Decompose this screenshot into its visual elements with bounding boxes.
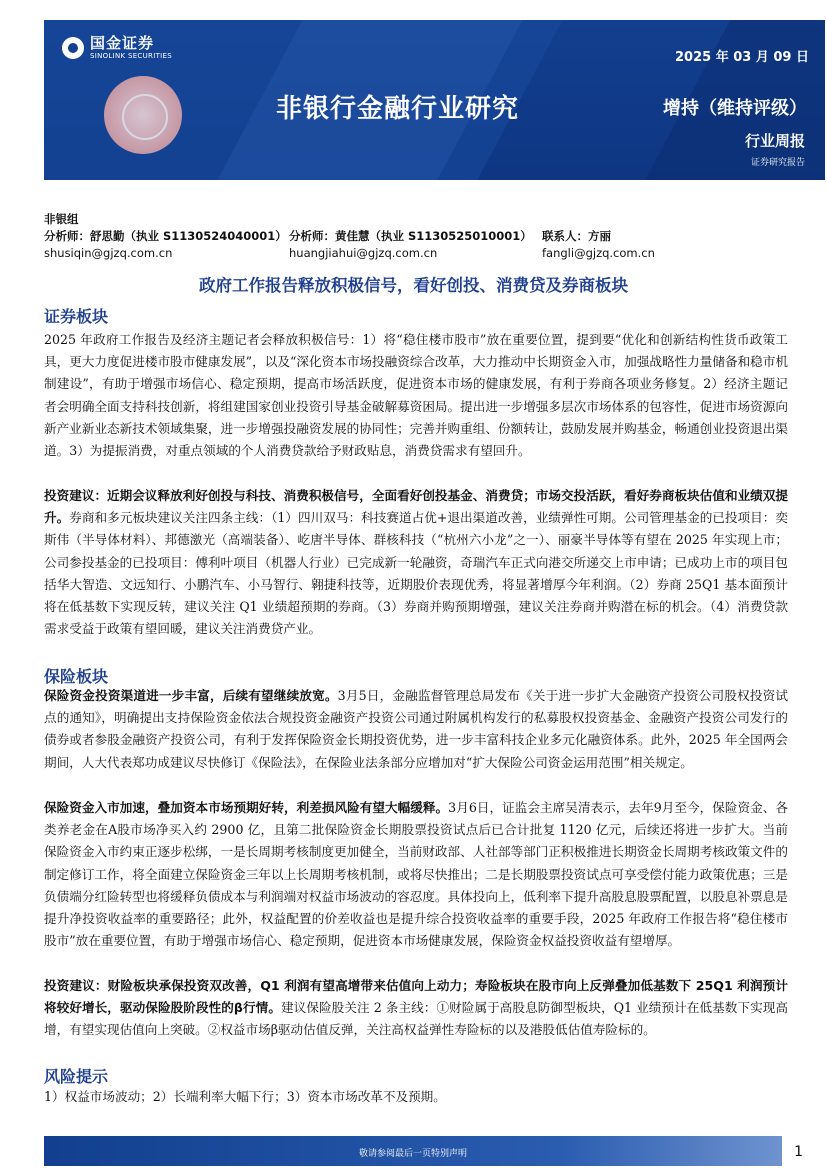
company-logo xyxy=(62,36,172,60)
headline: 政府工作报告释放积极信号，看好创投、消费贷及券商板块 xyxy=(199,276,628,295)
email-1[interactable]: shusiqin@gjzq.com.cn xyxy=(44,246,173,260)
email-2[interactable]: huangjiahui@gjzq.com.cn xyxy=(289,246,438,260)
insurance-p1-text: 3月5日，金融监督管理总局发布《关于进一步扩大金融资产投资公司股权投资试点的通知》，明确提出支持保险资金依法合规投资金融资产投资公司通过附属机构发行的私募股权投资基金、金融资产投资公司发行的债券或者参股金融资产投资公司，有利于发挥保险资金长期投资优势，进一步丰富科技企业多元化融资体系。此外，2025 年全国两会期间，人大代表郑功成建议尽快修订《保险法》，在保险业法条部分应增加对“扩大保险公司资金运用范围”相关规定。 xyxy=(44,688,788,770)
broker-advice-text: 券商和多元板块建议关注四条主线：（1）四川双马：科技赛道占优+退出渠道改善，业绩弹性可期。公司管理基金的已投项目：奕斯伟（半导体材料）、邦德激光（高端装备）、屹唐半导体、群核科技（“杭州六小龙”之一）、丽豪半导体等有望在 2025 年实现上市；公司参投基金的已投项目：傅利叶项目（机器人行业）已完成新一轮融资，奇瑞汽车正式向港交所递交上市申请；已成功上市的项目包括华大智造、文远知行、小鹏汽车、小马智行、翱捷科技等，近期股价表现优秀，将显著增厚今年利润。（2）券商 25Q1 基本面预计将在低基数下实现反转，建议关注 Q1 业绩超预期的券商。（3）券商并购预期增强，建议关注券商并购潜在标的机会。（4）消费贷款需求受益于政策有望回暖，建议关注消费贷产业。 xyxy=(44,510,789,637)
rating: 增持（维持评级） xyxy=(663,98,807,119)
seal-stamp-icon xyxy=(104,76,182,154)
logo-cn: 国金证券 xyxy=(90,34,155,52)
broker-advice-bold: 投资建议：近期会议释放利好创投与科技、消费积极信号，全面看好创投基金、消费贷；市场交投活跃，看好券商板块估值和业绩双提升。 xyxy=(44,488,788,526)
insurance-paragraph-3 xyxy=(44,975,788,1042)
section-title-risk: 风险提示 xyxy=(44,1067,109,1086)
logo-icon xyxy=(62,37,84,59)
insurance-p3-text: 建议保险股关注 2 条主线：①财险属于高股息防御型板块，Q1 业绩预计在低基数下实现高增，有望实现估值向上突破。②权益市场β驱动估值反弹，关注高权益弹性寿险标的以及港股低估值寿险标的。 xyxy=(44,1000,789,1038)
analyst-1: 分析师：舒思勤（执业 S1130524040001） xyxy=(44,229,287,243)
broker-paragraph-2 xyxy=(44,485,788,640)
analyst-2: 分析师：黄佳慧（执业 S1130525010001） xyxy=(289,229,532,243)
email-3[interactable]: fangli@gjzq.com.cn xyxy=(542,246,655,260)
group-label: 非银组 xyxy=(44,212,79,226)
analyst-block xyxy=(44,211,804,262)
insurance-p3-bold: 投资建议：财险板块承保投资双改善，Q1 利润有望高增带来估值向上动力；寿险板块在股市向上反弹叠加低基数下 25Q1 利润预计将较好增长，驱动保险股阶段性的β行情。 xyxy=(44,978,788,1016)
insurance-paragraph-2 xyxy=(44,797,788,952)
footer-disclaimer[interactable]: 敬请参阅最后一页特别声明 xyxy=(358,1149,467,1159)
report-date: 2025 年 03 月 09 日 xyxy=(675,50,809,65)
risk-paragraph: 1）权益市场波动；2）长端利率大幅下行；3）资本市场改革不及预期。 xyxy=(44,1089,446,1104)
insurance-p2-text: 3月6日，证监会主席吴清表示，去年9月至今，保险资金、各类养老金在A股市场净买入约 2900 亿，且第二批保险资金长期股票投资试点后已合计批复 1120 亿元，后续还将进一步扩大。当前保险资金入市约束正逐步松绑，一是长周期考核制度更加健全，当前财政部、人社部等部门正积极推进长期资金长周期考核政策文件的制定修订工作，将全面建立保险资金三年以上长周期考核机制，或将尽快推出；二是长期股票投资试点可享受偿付能力政策优惠；三是负债端分红险转型也将缓释负债成本与利润端对权益市场波动的容忍度。具体投向上，低利率下提升高股息股票配置，以股息补票息是提升净投资收益率的重要路径；此外，权益配置的价差收益也是提升综合投资收益率的重要手段，2025 年政府工作报告将“稳住楼市股市”放在重要位置，有助于增强市场信心、稳定预期，促进资本市场健康发展，保险资金权益投资收益有望增厚。 xyxy=(44,800,789,949)
insurance-p2-bold: 保险资金入市加速，叠加资本市场预期好转，利差损风险有望大幅缓释。 xyxy=(44,800,449,815)
page-number: 1 xyxy=(794,1144,803,1160)
report-kind: 行业周报 xyxy=(744,132,805,150)
report-title: 非银行金融行业研究 xyxy=(276,94,520,124)
contact: 联系人：方丽 xyxy=(542,229,611,243)
logo-en: SINOLINK SECURITIES xyxy=(90,52,172,60)
section-title-broker: 证券板块 xyxy=(44,307,109,326)
insurance-p1-bold: 保险资金投资渠道进一步丰富，后续有望继续放宽。 xyxy=(44,688,338,703)
broker-paragraph-1: 2025 年政府工作报告及经济主题记者会释放积极信号：1）将“稳住楼市股市”放在重要位置，提到要“优化和创新结构性货币政策工具，更大力度促进楼市股市健康发展”，以及“深化资本市场投融资综合改革，大力推动中长期资金入市，加强战略性力量储备和稳市机制建设”，有助于增强市场信心、稳定预期，提高市场活跃度，促进资本市场的健康发展，有利于券商各项业务修复。2）经济主题记者会明确全面支持科技创新，将组建国家创业投资引导基金破解募资困局。提出进一步增强多层次市场体系的包容性，促进市场资源向新产业新业态新技术领域集聚，进一步增强投融资发展的协同性；完善并购重组、份额转让，鼓励发展并购基金，畅通创业投资退出渠道。3）为提振消费，对重点领域的个人消费贷款给予财政贴息，消费贷需求有望回升。 xyxy=(44,332,788,459)
insurance-paragraph-1 xyxy=(44,685,788,774)
section-title-insurance: 保险板块 xyxy=(44,667,109,686)
report-type: 证券研究报告 xyxy=(750,158,805,168)
